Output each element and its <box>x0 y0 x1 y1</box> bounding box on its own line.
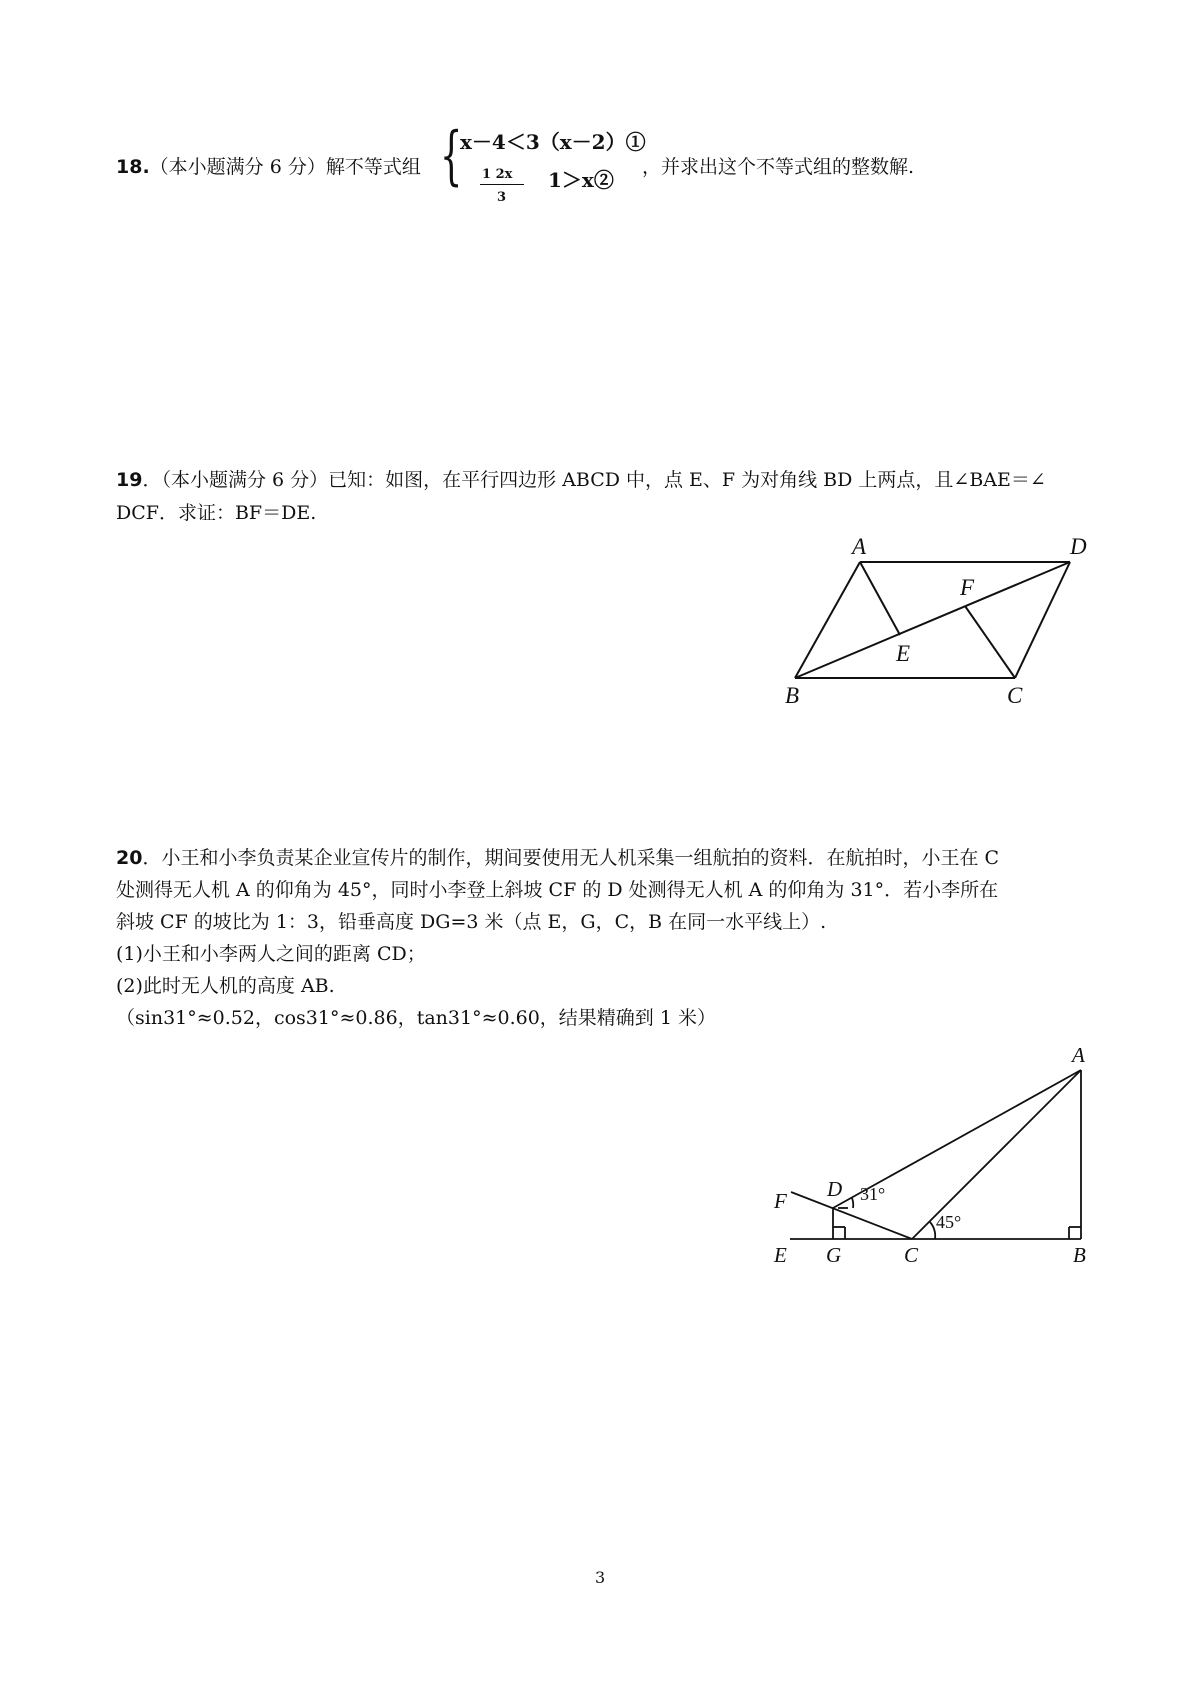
q19-label-D: D <box>1070 534 1087 559</box>
q18-lead <box>116 158 421 177</box>
q20-label-B: B <box>1073 1243 1086 1267</box>
q20-label-G: G <box>826 1243 842 1267</box>
q20-line-2: 处测得无人机 A 的仰角为 45°，同时小李登上斜坡 CF 的 D 处测得无人机 A 的仰角为 31°．若小李所在 <box>116 879 999 901</box>
q20-number: 20 <box>116 847 143 869</box>
q18-fraction-denominator: 3 <box>497 190 507 205</box>
q20-note: （sin31°≈0.52，cos31°≈0.86，tan31°≈0.60，结果精确到 1 米） <box>116 1007 716 1029</box>
q18-inequality-1: x－4＜3（x－2）① <box>460 130 646 154</box>
q20-drone-figure <box>760 1040 1100 1270</box>
q19-label-F: F <box>960 575 975 600</box>
q19-label-C: C <box>1007 683 1023 708</box>
q19-label-E: E <box>896 641 911 666</box>
q19-parallelogram-figure <box>770 525 1100 710</box>
q20-label-E: E <box>774 1243 787 1267</box>
q20-label-D: D <box>827 1177 843 1201</box>
q20-line-3: 斜坡 CF 的坡比为 1：3，铅垂高度 DG=3 米（点 E，G，C，B 在同一水平线上）. <box>116 911 827 933</box>
q18-fraction-bar <box>480 184 524 185</box>
q18-text-before: （本小题满分 6 分）解不等式组 <box>149 156 421 178</box>
q20-angle-31: 31° <box>860 1184 886 1204</box>
q18-brace: { <box>440 119 463 193</box>
q19-line-2: DCF．求证：BF＝DE. <box>116 502 317 524</box>
q20-label-C: C <box>904 1243 919 1267</box>
q19-label-B: B <box>785 683 800 708</box>
q19-number: 19 <box>116 469 143 491</box>
q18-inequality-2: 1＞x② <box>548 168 614 192</box>
q18-fraction-numerator: 1 2x <box>482 167 513 182</box>
q20-line-1: 20．小王和小李负责某企业宣传片的制作，期间要使用无人机采集一组航拍的资料．在航拍时，小王在 C <box>116 847 1000 869</box>
q20-label-F: F <box>774 1189 787 1213</box>
q19-label-A: A <box>852 534 867 559</box>
q18-number: 18. <box>116 156 150 178</box>
q20-angle-45: 45° <box>936 1212 962 1232</box>
q19-line-1: 19．（本小题满分 6 分）已知：如图，在平行四边形 ABCD 中，点 E、F 为对角线 BD 上两点，且∠BAE＝∠ <box>116 469 1046 491</box>
q18-text-after: ，并求出这个不等式组的整数解. <box>642 156 915 178</box>
q20-subquestion-2: (2)此时无人机的高度 AB. <box>116 975 335 997</box>
page-number: 3 <box>595 1568 606 1587</box>
q20-subquestion-1: (1)小王和小李两人之间的距离 CD； <box>116 943 426 965</box>
q20-label-A: A <box>1072 1043 1085 1067</box>
